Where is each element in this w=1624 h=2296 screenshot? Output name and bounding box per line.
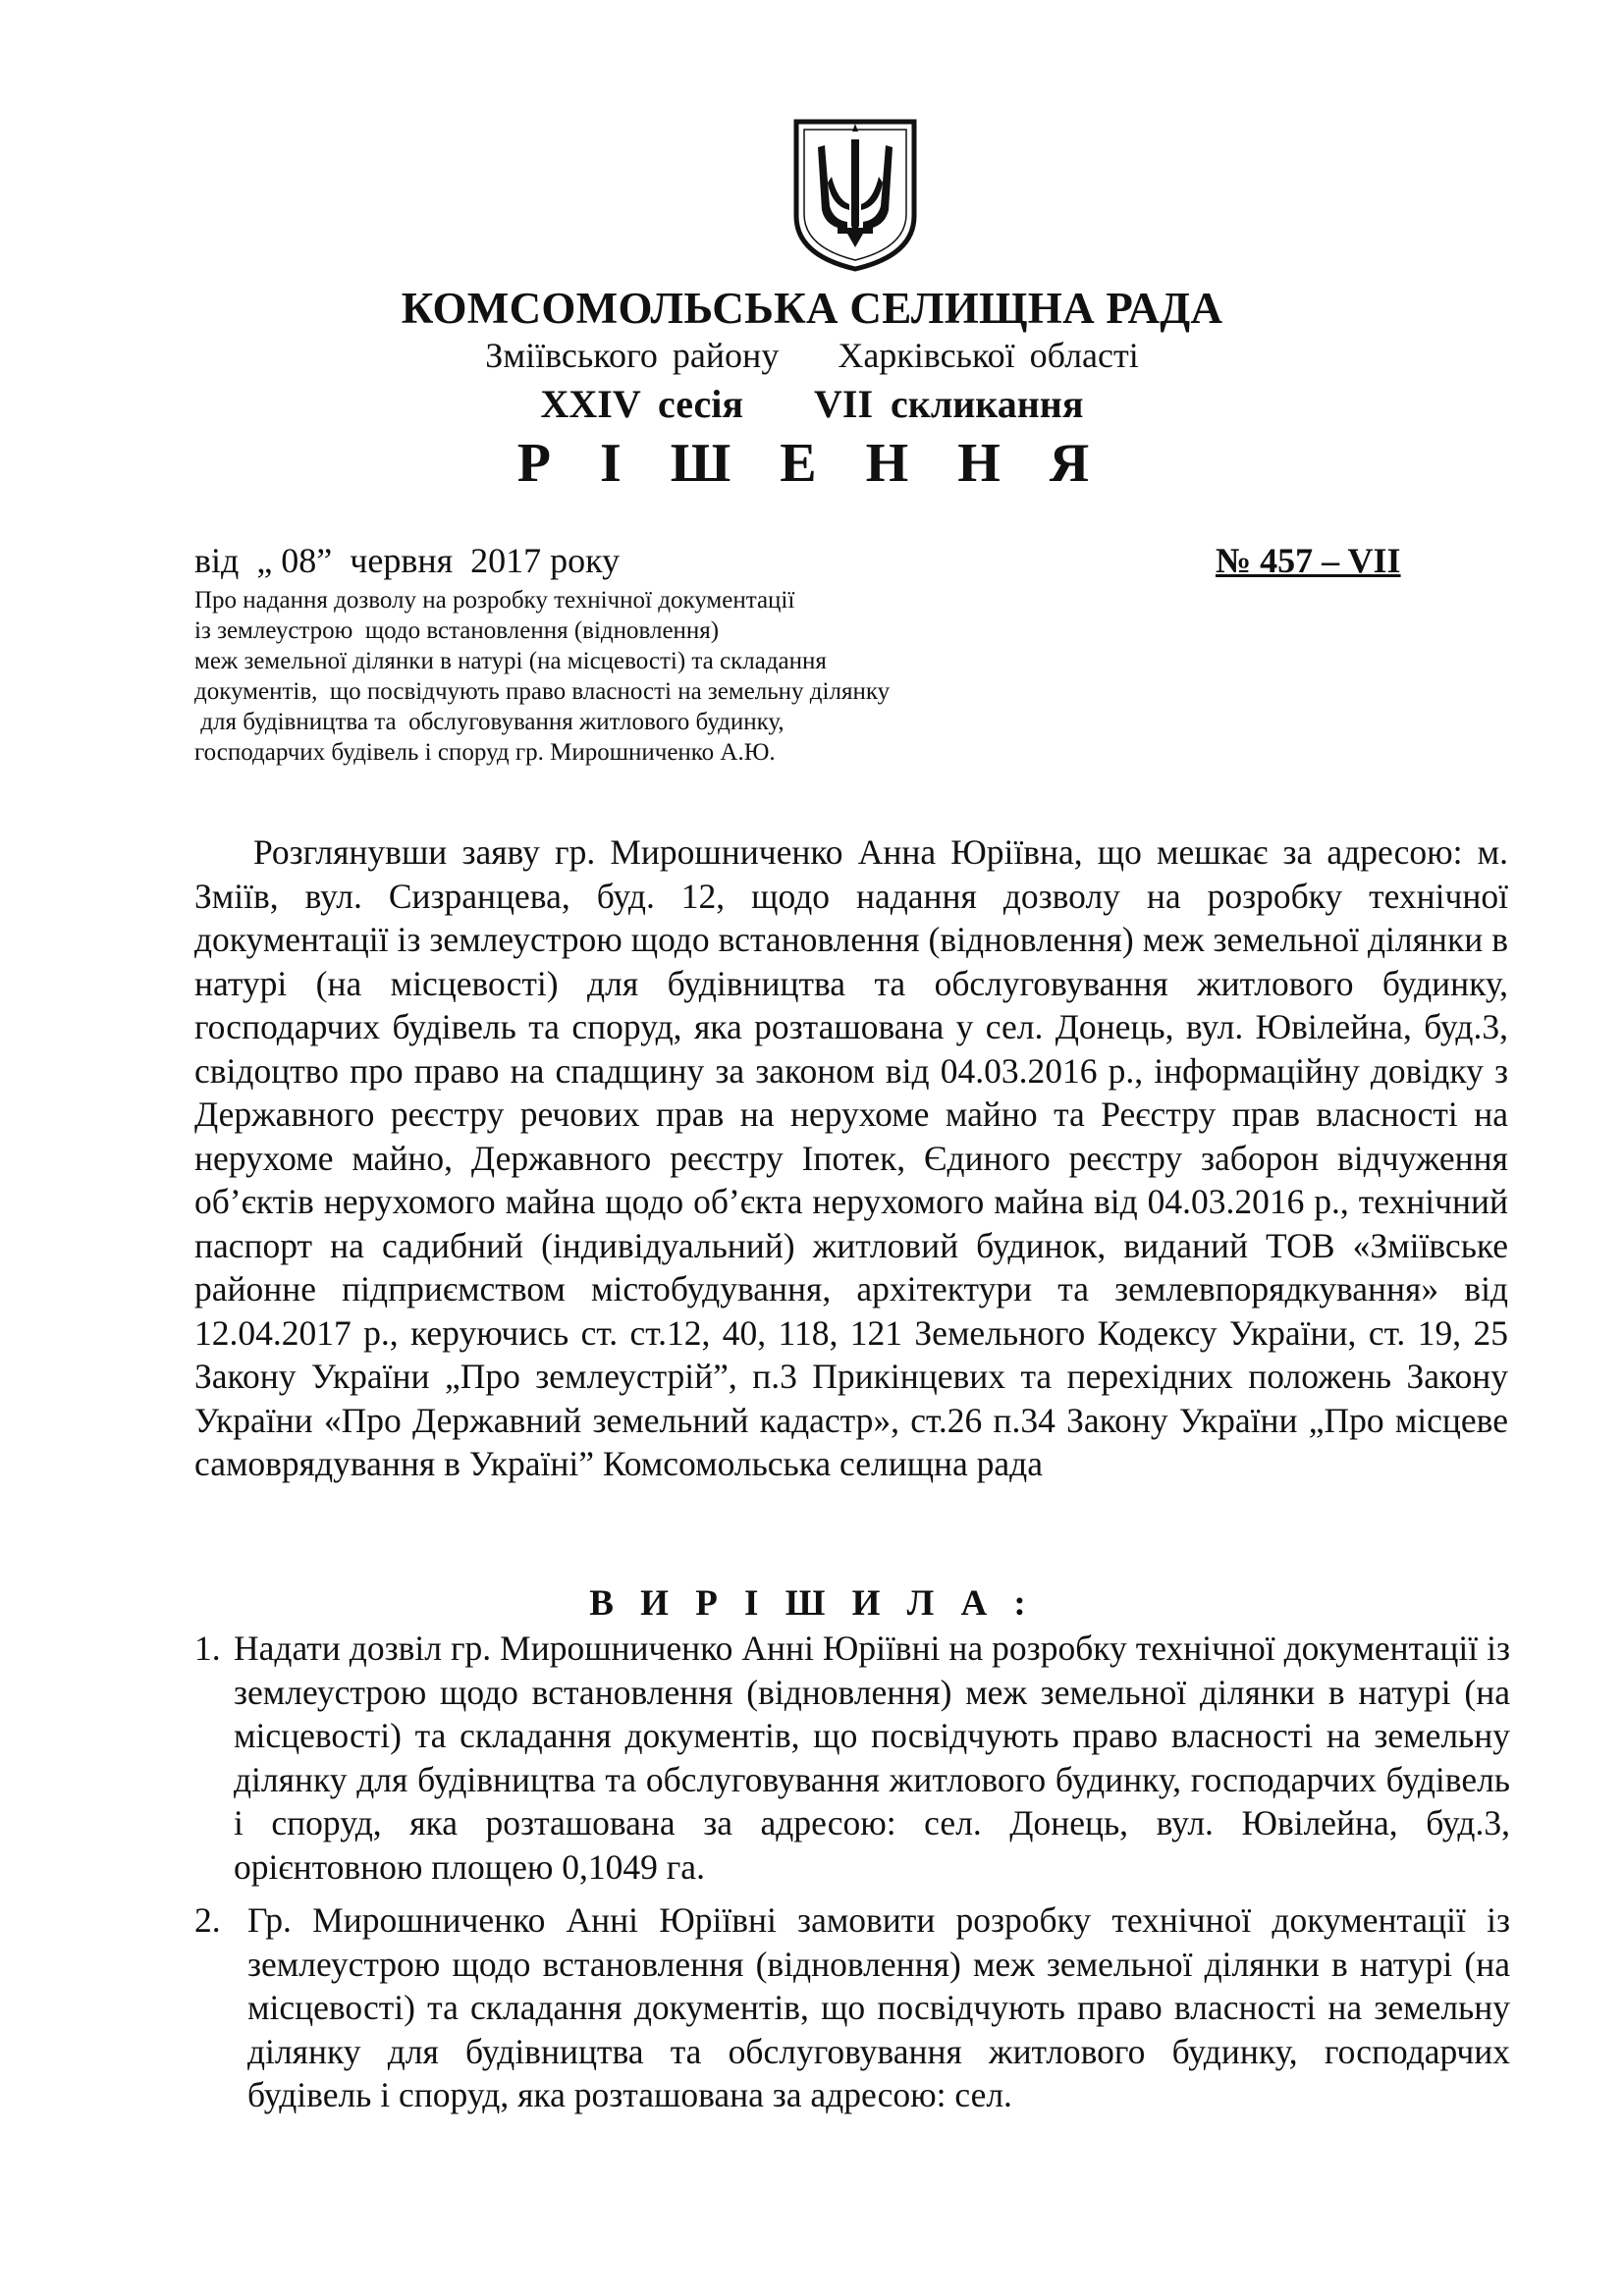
preamble-paragraph: Розглянувши заяву гр. Мирошниченко Анна Юріївна, що мешкає за адресою: м. Зміїв, вул. Сизранцева, буд. 12, щодо надання дозволу на розробку технічної документації із землеустрою щодо встановлення (відновлення) меж земельної ділянки в натурі (на місцевості) для будівництва та обслуговування житлового будинку, господарчих будівель та споруд, яка розташована у сел. Донець, вул. Ювілейна, буд.3, свідоцтво про право на спадщину за законом від 04.03.2016 р., інформаційну довідку з Державного реєстру речових прав на нерухоме майно та Реєстру прав власності на нерухоме майно, Державного реєстру Іпотек, Єдиного реєстру заборон відчуження об’єктів нерухомого майна щодо об’єкта нерухомого майна від 04.03.2016 р., технічний паспорт на садибний (індивідуальний) житловий будинок, виданий ТОВ «Зміївське районне підприємством містобудування, архітектури та землевпорядкування» від 12.04.2017 р., керуючись ст. ст.12, 40, 118, 121 Земельного Кодексу України, ст. 19, 25 Закону України „Про землеустрій”, п.3 Прикінцевих та перехідних положень Закону України «Про Державний земельний кадастр», ст.26 п.34 Закону України „Про місцеве самоврядування в Україні” Комсомольська селищна рада (194, 832, 1508, 1483)
resolution-item (194, 1898, 1510, 2117)
subject-line: документів, що посвідчують право власності на земельну ділянку (194, 678, 891, 705)
subject-line: для будівництва та обслуговування житлового будинку, (194, 709, 785, 735)
document-type-title: Р І Ш Е Н Н Я (516, 433, 1108, 494)
subject-line: Про надання дозволу на розробку технічної документації (194, 587, 795, 614)
resolution-items (194, 1627, 1510, 2121)
trident-coat-of-arms-icon (792, 118, 918, 273)
decision-number: № 457 – VII (1216, 541, 1401, 580)
item-text: Надати дозвіл гр. Мирошниченко Анні Юріївні на розробку технічної документації із землеустрою щодо встановлення (відновлення) меж земельної ділянки в натурі (на місцевості) та складання документів, що посвідчують право власності на земельну ділянку для будівництва та обслуговування житлового будинку, господарчих будівель і споруд, яка розташована за адресою: сел. Донець, вул. Ювілейна, буд.3, орієнтовною площею 0,1049 га. (234, 1629, 1510, 1887)
item-number: 1. (194, 1629, 221, 1668)
resolution-item (194, 1627, 1510, 1889)
subject-line: із землеустрою щодо встановлення (відновлення) (194, 617, 720, 644)
district-region: Зміївського району Харківської області (485, 336, 1139, 375)
session-convocation: XXIV сесія VII скликання (540, 382, 1084, 426)
decided-heading: В И Р І Ш И Л А : (589, 1583, 1035, 1624)
council-name: КОМСОМОЛЬСЬКА СЕЛИЩНА РАДА (401, 284, 1223, 333)
decision-subject (194, 585, 1078, 768)
item-text: Гр. Мирошниченко Анні Юріївні замовити розробку технічної документації із землеустрою щодо встановлення (відновлення) меж земельної ділянки в натурі (на місцевості) та складання документів, що посвідчують право власності на земельну ділянку для будівництва та обслуговування житлового будинку, господарчих будівель і споруд, яка розташована за адресою: сел. (247, 1900, 1510, 2114)
decision-date: від „ 08” червня 2017 року (194, 541, 621, 580)
subject-line: меж земельної ділянки в натурі (на місцевості) та складання (194, 648, 827, 674)
subject-line: господарчих будівель і споруд гр. Мирошниченко А.Ю. (194, 739, 776, 766)
item-number: 2. (194, 1900, 221, 1940)
